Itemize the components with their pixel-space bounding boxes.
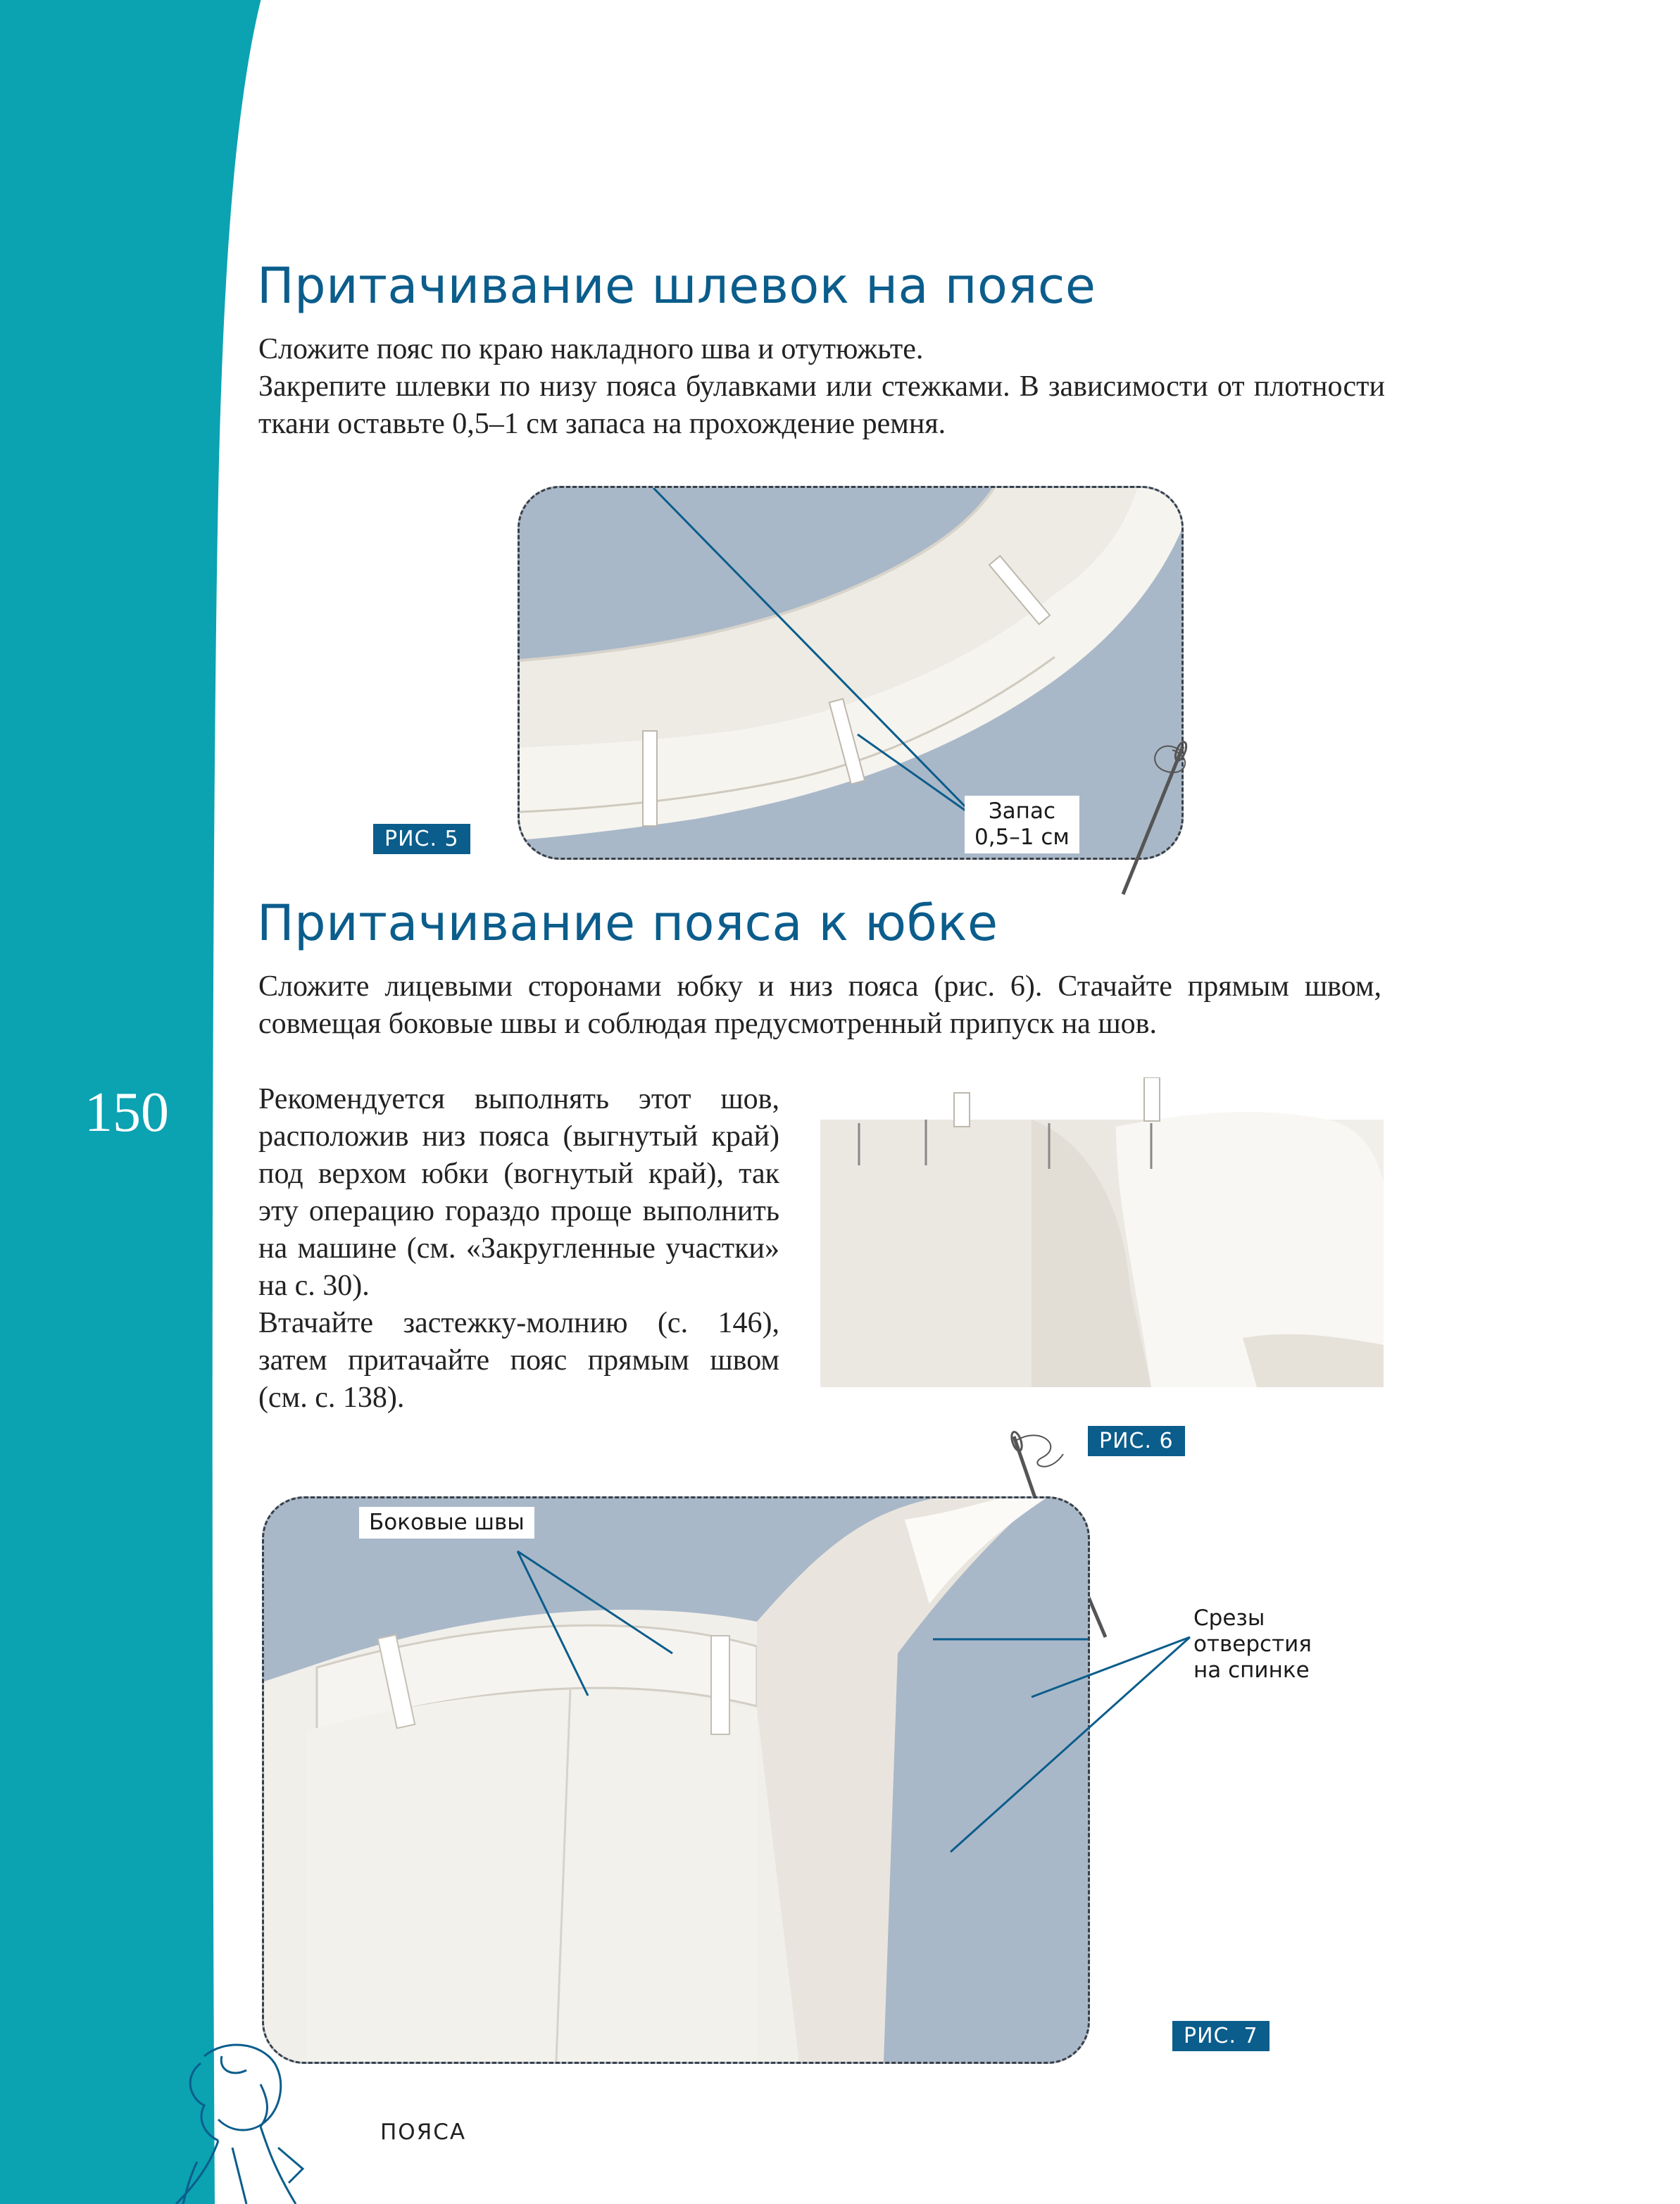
section2-paragraph-3: Втачайте застежку-молнию (с. 146), затем притачайте пояс прямым швом (см. с. 138). bbox=[258, 1307, 779, 1414]
figure-6-photo bbox=[820, 1077, 1384, 1387]
figure-7-label: РИС. 7 bbox=[1172, 2021, 1270, 2051]
section2-paragraph-1: Сложите лицевыми сторонами юбку и низ пояса (рис. 6). Стачайте прямым швом, совмещая боковые швы и соблюдая предусмотренный припуск на шов. bbox=[258, 970, 1381, 1040]
callout-line-1: Запас bbox=[988, 799, 1055, 824]
back-opening-line-1: Срезы bbox=[1193, 1605, 1265, 1631]
needle-thread-icon bbox=[1116, 736, 1201, 898]
figure-5-photo bbox=[518, 486, 1184, 860]
section2-title: Притачивание пояса к юбке bbox=[257, 894, 998, 952]
section1-title: Притачивание шлевок на поясе bbox=[257, 257, 1096, 315]
belt-loops-photo bbox=[520, 488, 1181, 858]
figure-7-callout-back-opening bbox=[1193, 1605, 1312, 1684]
woman-illustration bbox=[155, 2042, 331, 2204]
section1-paragraph-1: Сложите пояс по краю накладного шва и отутюжьте. bbox=[258, 333, 924, 365]
back-opening-line-3: на спинке bbox=[1193, 1658, 1310, 1683]
section1-paragraph-2: Закрепите шлевки по низу пояса булавками или стежками. В зависимости от плотности ткани оставьте 0,5–1 см запаса на прохождение ремня. bbox=[258, 370, 1385, 440]
section2-column-text bbox=[258, 1081, 779, 1417]
figure-7-callout-side-seams: Боковые швы bbox=[359, 1507, 534, 1539]
figure-6-label: РИС. 6 bbox=[1088, 1426, 1185, 1456]
figure-5-label: РИС. 5 bbox=[373, 824, 470, 854]
figure-5-callout bbox=[965, 796, 1079, 853]
page-number: 150 bbox=[84, 1082, 169, 1144]
back-opening-line-2: отверстия bbox=[1193, 1632, 1312, 1657]
figure-7-callout-lines bbox=[929, 1634, 1197, 1915]
callout-line-2: 0,5–1 см bbox=[974, 825, 1070, 850]
section-footer: ПОЯСА bbox=[380, 2120, 467, 2145]
section2-paragraph-2: Рекомендуется выполнять этот шов, расположив низ пояса (выгнутый край) под верхом юбки (вогнутый край), так эту операцию гораздо проще выполнить на машине (см. «Закругленные участки» на с. 30). bbox=[258, 1083, 779, 1302]
section1-text bbox=[258, 331, 1385, 443]
